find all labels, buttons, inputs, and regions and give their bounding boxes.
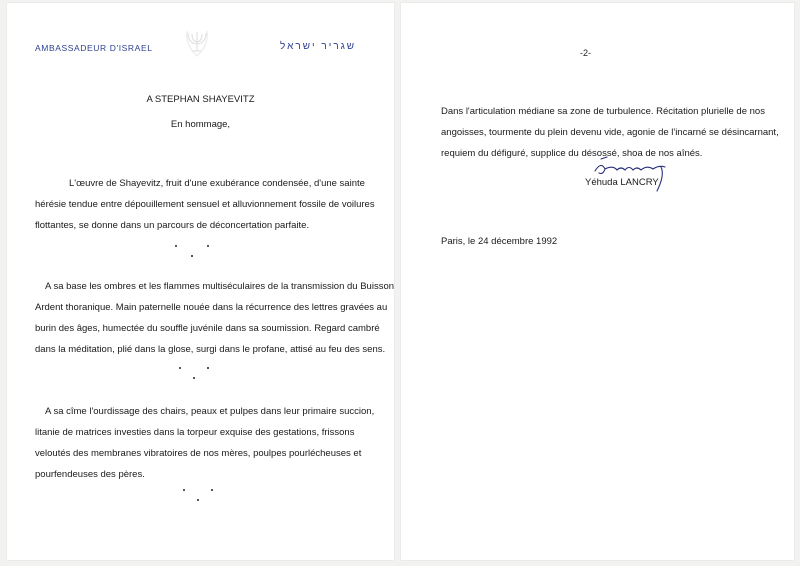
paragraph-3-line-3: veloutés des membranes vibratoires de nos mères, poulpes pourlécheuses et	[35, 448, 362, 459]
letterhead-title: AMBASSADEUR D'ISRAEL	[35, 43, 153, 53]
letterhead-title-hebrew: שגריר ישראל	[279, 41, 356, 52]
section-separator-dots	[181, 489, 221, 507]
closing-paragraph-line-1: Dans l'articulation médiane sa zone de turbulence. Récitation plurielle de nos	[441, 106, 765, 117]
section-separator-dots	[173, 245, 213, 263]
paragraph-2-line-4: dans la méditation, plié dans la glose, surgi dans le profane, attisé au feu des sens.	[35, 344, 386, 355]
paragraph-2-line-1: A sa base les ombres et les flammes multiséculaires de la transmission du Buisson	[45, 281, 395, 292]
paragraph-3-line-4: pourfendeuses des pères.	[35, 469, 145, 480]
paragraph-1-line-3: flottantes, se donne dans un parcours de déconcertation parfaite.	[35, 220, 310, 231]
paragraph-1-line-2: hérésie tendue entre dépouillement sensuel et alluvionnement fossile de voilures	[35, 199, 375, 210]
page-number: -2-	[580, 48, 591, 58]
letter-page-1	[7, 3, 394, 560]
dedication-line: En hommage,	[170, 119, 231, 130]
recipient-line: A STEPHAN SHAYEVITZ	[146, 94, 255, 105]
paragraph-1-line-1: L'œuvre de Shayevitz, fruit d'une exubérance condensée, d'une sainte	[69, 178, 365, 189]
date-line: Paris, le 24 décembre 1992	[441, 236, 558, 247]
paragraph-3-line-2: litanie de matrices investies dans la torpeur exquise des gestations, frissons	[35, 427, 355, 438]
paragraph-2-line-2: Ardent thoranique. Main paternelle nouée dans la récurrence des lettres gravées au	[35, 302, 388, 313]
closing-paragraph-line-3: requiem du défiguré, supplice du désossé, shoa de nos aînés.	[441, 148, 703, 159]
signatory-name: Yéhuda LANCRY	[585, 177, 659, 188]
paragraph-2-line-3: burin des âges, humectée du souffle juvénile dans sa soumission. Regard cambré	[35, 323, 380, 334]
paragraph-3-line-1: A sa cîme l'ourdissage des chairs, peaux et pulpes dans leur primaire succion,	[45, 406, 375, 417]
section-separator-dots	[177, 367, 217, 385]
embossed-menorah-emblem	[185, 29, 209, 59]
letter-page-2	[401, 3, 794, 560]
closing-paragraph-line-2: angoisses, tourmente du plein devenu vide, agonie de l'incarné se désincarnant,	[441, 127, 779, 138]
